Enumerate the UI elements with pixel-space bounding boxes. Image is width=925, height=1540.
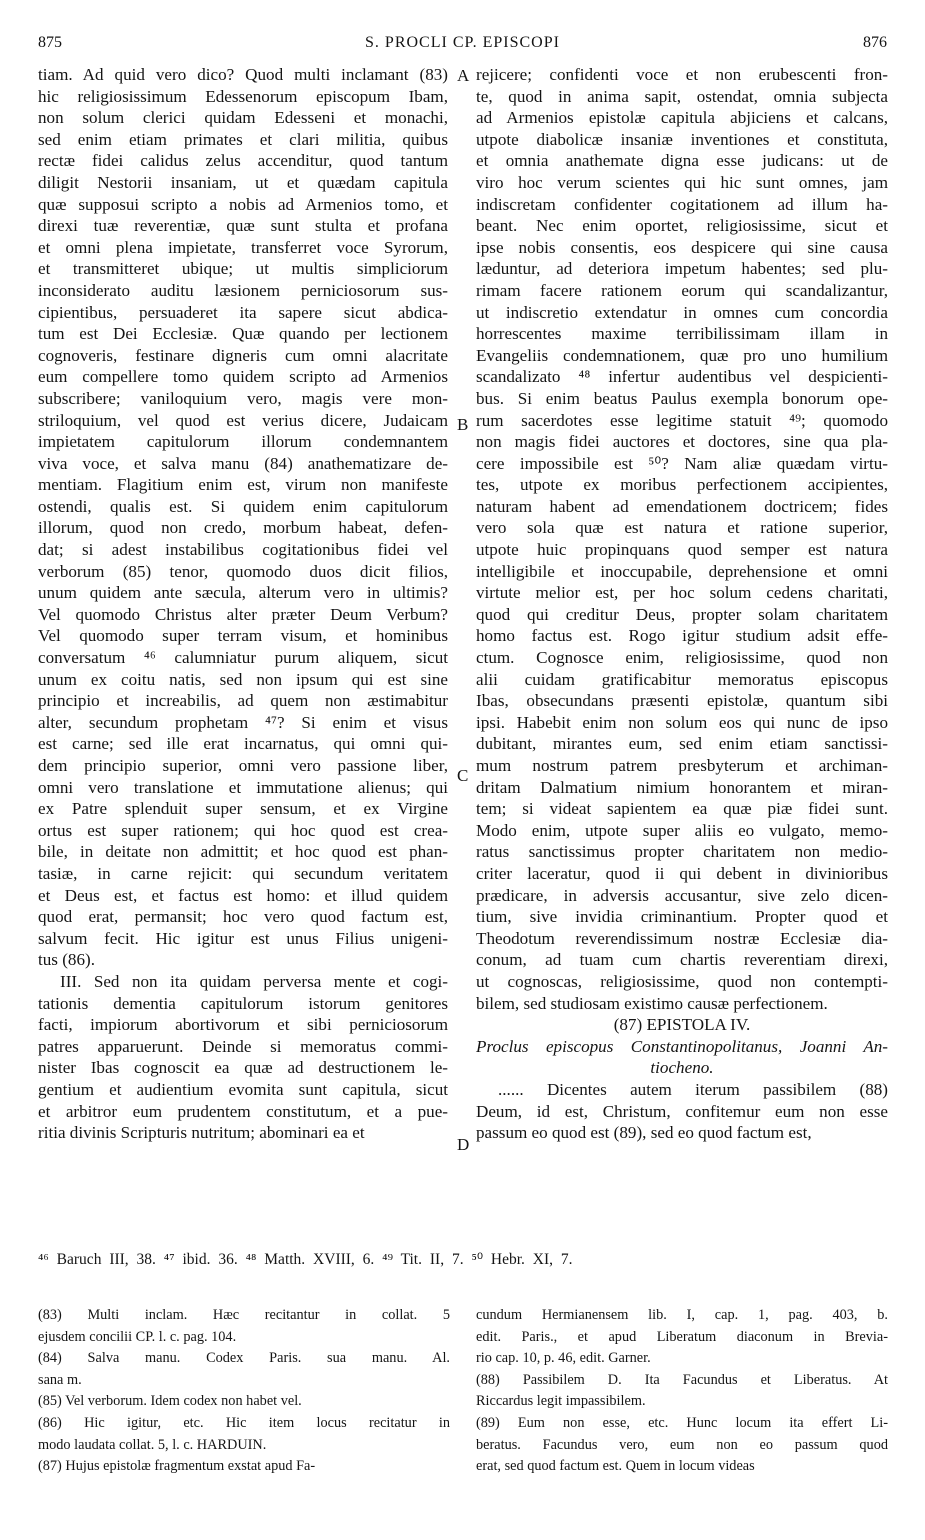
text-line: III. Sed non ita quidam perversa mente et cogi- (60, 971, 448, 991)
text-line: et transmitteret ubique; ut multis simpliciorum (38, 259, 448, 279)
text-line: ut cognoscas, religiosissime, quod non contempti- (476, 971, 888, 991)
text-line: utpote huic propinquans quod semper est natura (476, 540, 888, 560)
text-line: beant. Nec enim oportet, religiosissime, sicut et (476, 216, 888, 236)
footnote-line: (84) Salva manu. Codex Paris. sua manu. Al. (38, 1350, 450, 1367)
text-line: ipse nobis consentis, eos despicere qui sine causa (476, 237, 888, 257)
footnotes-right (476, 1306, 888, 1479)
text-line: Vel quomodo Christus alter præter Deum Verbum? (38, 604, 448, 624)
text-line: ortus est super rationem; qui hoc quod est crea- (38, 820, 448, 840)
footnotes-left (38, 1306, 450, 1479)
text-line: subscribere; vaniloquium vero, magis vere mon- (38, 388, 448, 408)
text-line: et arbitror eum prudentem constitutum, et a pue- (38, 1101, 448, 1121)
footnote-line: sana m. (38, 1371, 82, 1388)
text-line: verborum (85) tenor, quomodo duos dicit filios, (38, 561, 448, 581)
text-line: homo factus est. Rogo igitur studium adsit effe- (476, 626, 888, 646)
right-text-column (476, 64, 888, 1144)
text-line: dat; si adest instabilibus cogitationibus fidei vel (38, 540, 448, 560)
footnote-line: (85) Vel verborum. Idem codex non habet vel. (38, 1393, 302, 1410)
text-line: est carne; sed ille erat incarnatus, qui omni qui- (38, 734, 448, 754)
footnote-line: rio cap. 10, p. 46, edit. Garner. (476, 1350, 651, 1367)
text-line: quæ supposui scripto a nobis ad Armenios tomo, et (38, 194, 448, 214)
text-line: ctum. Cognosce enim, religiosissime, quod non (476, 648, 888, 668)
text-line: ratus sanctissimus propter charitatem non medio- (476, 842, 888, 862)
text-line: ad Armenios epistolæ capitula abjiciens et calcans, (476, 108, 888, 128)
text-line: unum quidem ante sæcula, alterum vero in ultimis? (38, 583, 448, 603)
text-line: et Deus est, et factus est homo: et illud quidem (38, 885, 448, 905)
text-line: Evangeliis condemnationem, quæ pro uno humilium (476, 345, 888, 365)
text-line: vero sola quæ est natura et ratione superior, (476, 518, 888, 538)
text-line: prædicare, in adversis accusantur, sive zelo dicen- (476, 885, 888, 905)
text-line: Modo enim, utpote super aliis eo vulgato, memo- (476, 820, 888, 840)
epistola-subtitle: tiocheno. (650, 1058, 714, 1078)
text-line: impietatem capitulorum illorum condemnantem (38, 432, 448, 452)
text-line: ritia divinis Scripturis nutritum; abominari ea et (38, 1123, 365, 1143)
text-line: tiam. Ad quid vero dico? Quod multi inclamant (83) (38, 65, 448, 84)
text-line: Theodotum reverendissimum nostræ Ecclesiæ dia- (476, 928, 888, 948)
margin-letter-c: C (457, 766, 469, 785)
footnote-line: edit. Paris., et apud Liberatum diaconum in Brevia- (476, 1328, 888, 1345)
text-line: utpote diabolicæ insaniæ inventiones et constituta, (476, 129, 888, 149)
text-line: tum est Dei Ecclesiæ. Quæ quando per lectionem (38, 324, 448, 344)
text-line: tus (86). (38, 950, 95, 970)
page-title: S. PROCLI CP. EPISCOPI (365, 34, 560, 51)
text-line: ex Patre splenduit super sensum, et ex Virgine (38, 799, 448, 819)
text-line: et omni plena impietate, transferret voce Syrorum, (38, 237, 448, 257)
text-line: viro hoc verum scientes qui hic sunt omnes, jam (476, 172, 888, 192)
text-line: rum sacerdotes esse legitime statuit ⁴⁹; quomodo (476, 410, 888, 430)
text-line: sed enim etiam primates et clari militia, quibus (38, 129, 448, 149)
footnote-line: (86) Hic igitur, etc. Hic item locus recitatur in (38, 1414, 450, 1431)
text-line: alii cuidam gratificabitur memoratus episcopus (476, 669, 888, 689)
text-line: tationis dementia capitulorum istorum genitores (38, 993, 448, 1013)
text-line: mum nostrum patrem presbyterum et archiman- (476, 756, 888, 775)
text-line: naturam habent ad emendationem doctricem; fides (476, 496, 888, 516)
text-line: ostendi, qualis est. Si quidem enim capitulorum (38, 496, 448, 516)
text-line: inconsiderato auditu læsionem perniciosorum sus- (38, 280, 448, 300)
epistola-heading: (87) EPISTOLA IV. (613, 1015, 751, 1035)
text-line: ut indiscretio extendatur in omnes cum concordia (476, 302, 888, 322)
text-line: direxi tuæ reverentiæ, quæ sunt stulta et profana (38, 216, 448, 236)
text-line: ipsi. Habebit enim non solum eos qui nunc de ipso (476, 712, 888, 732)
text-line: viva voce, et salva manu (84) anathematizare de- (38, 453, 448, 473)
text-line: cognoveris, festinare digneris cum omni alacritate (38, 345, 448, 365)
text-line: intelligibile et inoccupabile, deprehensione et omni (476, 561, 888, 581)
epistola-text-line: ...... Dicentes autem iterum passibilem (88) (498, 1079, 888, 1099)
text-line: mentiam. Flagitium enim est, virum non manifeste (38, 475, 448, 495)
text-line: rejicere; confidenti voce et non erubescenti fron- (476, 65, 888, 84)
text-line: dubitant, mirantes eum, sed enim etiam sanctissi- (476, 734, 888, 754)
text-line: bus. Si enim beatus Paulus exempla bonorum ope- (476, 388, 888, 408)
text-line: bile, in deitate non admittit; et hoc quod est phan- (38, 842, 448, 862)
text-line: unum ex coitu natis, sed non ipsum qui est sine (38, 669, 448, 689)
text-line: dritam Dalmatium nimium honorantem et miran- (476, 777, 888, 797)
text-line: bilem, sed studiosam existimo causæ perfectionem. (476, 993, 828, 1013)
text-line: rectæ fidei calidus zelus accenditur, quod tantum (38, 151, 448, 171)
text-line: indiscretam confidenter cogitationem ad illum ha- (476, 194, 888, 214)
text-line: hic religiosissimum Edessenorum episcopum Ibam, (38, 86, 448, 106)
text-line: dem principio superior, omni vero passione liber, (38, 756, 448, 775)
epistola-text-line: passum eo quod est (89), sed eo quod factum est, (476, 1123, 812, 1143)
footnote-line: (87) Hujus epistolæ fragmentum exstat apud Fa- (38, 1458, 316, 1475)
text-line: eum compellere tomo quidem scripto ad Armenios (38, 367, 448, 387)
text-line: rimam facere rationem eorum qui scandalizantur, (476, 280, 888, 300)
text-line: læduntur, ad deteriora impetum habentes; sed plu- (476, 259, 888, 279)
footnote-line: erat, sed quod factum est. Quem in locum videas (476, 1458, 755, 1475)
text-line: virtute melior est, per hoc solum cedens charitati, (476, 583, 888, 603)
text-line: cere impossibile est ⁵⁰? Nam aliæ quædam virtu- (476, 453, 888, 473)
text-line: horrescentes maxime terribilissimam illam in (476, 324, 888, 344)
text-line: quod qui creditur Deus, propter solam charitatem (476, 604, 888, 624)
footnote-line: modo laudata collat. 5, l. c. HARDUIN. (38, 1436, 267, 1453)
footnote-line: beratus. Facundus vero, eum non eo passum quod (476, 1436, 888, 1453)
text-line: conum, ad tuam cum chartis reverentiam direxi, (476, 950, 888, 970)
page-number-right: 876 (863, 34, 887, 51)
text-line: diligit Nestorii insaniam, ut et quædam capitula (38, 172, 448, 192)
footnote-line: (88) Passibilem D. Ita Facundus et Liberatus. At (476, 1371, 888, 1388)
margin-letter-d: D (457, 1135, 470, 1154)
footnote-line: ejusdem concilii CP. l. c. pag. 104. (38, 1328, 237, 1345)
footnote-line: Riccardus legit impassibilem. (476, 1393, 646, 1410)
epistola-text-line: Deum, id est, Christum, confitemur eum non esse (476, 1101, 888, 1121)
text-line: alter, secundum prophetam ⁴⁷? Si enim et visus (38, 712, 448, 732)
running-header (38, 34, 887, 56)
text-line: et omnia anathemate digna esse judicans: ut de (476, 151, 888, 171)
text-line: principio et increabilis, ad quem non æstimabitur (38, 691, 448, 711)
text-line: te, quod in anima sapit, ostendat, omnia subjecta (476, 86, 888, 106)
text-line: tasiæ, in carne rejicit: qui secundum veritatem (38, 863, 448, 883)
text-line: Vel quomodo super terram visum, et hominibus (38, 626, 448, 646)
text-line: illorum, quod non credo, morbum habeat, defen- (38, 518, 448, 538)
text-line: criter laceratur, quod ii qui debent in divinioribus (476, 863, 888, 883)
footnote-line: (83) Multi inclam. Hæc recitantur in collat. 5 (38, 1307, 450, 1323)
text-line: non solum clerici quidam Edesseni et monachi, (38, 108, 448, 128)
text-line: salvum fecit. Hic igitur est unus Filius unigeni- (38, 928, 448, 948)
scripture-references: ⁴⁶ Baruch III, 38. ⁴⁷ ibid. 36. ⁴⁸ Matth. XVIII, 6. ⁴⁹ Tit. II, 7. ⁵⁰ Hebr. XI, 7. (38, 1251, 573, 1268)
text-line: scandalizato ⁴⁸ infertur audentibus vel despicienti- (476, 367, 888, 387)
left-text-column (38, 64, 448, 1144)
text-line: omni vero translatione et immutatione alienus; qui (38, 777, 448, 797)
text-line: tem; si videat sapientem ea quæ piæ fidei sunt. (476, 799, 888, 819)
text-line: Ibas, obsecundans præsenti epistolæ, quantum sibi (476, 691, 888, 711)
text-line: gentium et audientium evomita sunt capitula, sicut (38, 1079, 448, 1099)
text-line: facti, impiorum abortivorum et sibi perniciosorum (38, 1015, 448, 1035)
text-line: patres apparuerunt. Deinde si memoratus commi- (38, 1036, 448, 1056)
margin-letter-b: B (457, 415, 469, 434)
text-line: conversatum ⁴⁶ calumniatur purum aliquem, sicut (38, 648, 448, 668)
page-number-left: 875 (38, 34, 62, 51)
text-line: tes, utpote ex moribus perfectionem accipientes, (476, 475, 888, 495)
footnote-line: cundum Hermianensem lib. I, cap. 1, pag. 403, b. (476, 1307, 888, 1323)
text-line: nister Ibas cognoscit ea quæ ad destructionem le- (38, 1058, 448, 1078)
margin-letter-a: A (457, 66, 470, 85)
text-line: non magis fidei auctores et doctores, sine qua pla- (476, 432, 888, 452)
epistola-subtitle: Proclus episcopus Constantinopolitanus, Joanni An- (476, 1036, 888, 1056)
text-line: cipientibus, persuaderet ita sapere sicut abdica- (38, 302, 448, 322)
text-line: quod erat, permansit; hoc vero quod factum est, (38, 907, 448, 927)
text-line: tium, sive invidia criminantium. Propter quod et (476, 907, 888, 927)
text-line: striloquium, vel quod est verius dicere, Judaicam (38, 410, 448, 430)
footnote-line: (89) Eum non esse, etc. Hunc locum ita effert Li- (476, 1414, 888, 1431)
